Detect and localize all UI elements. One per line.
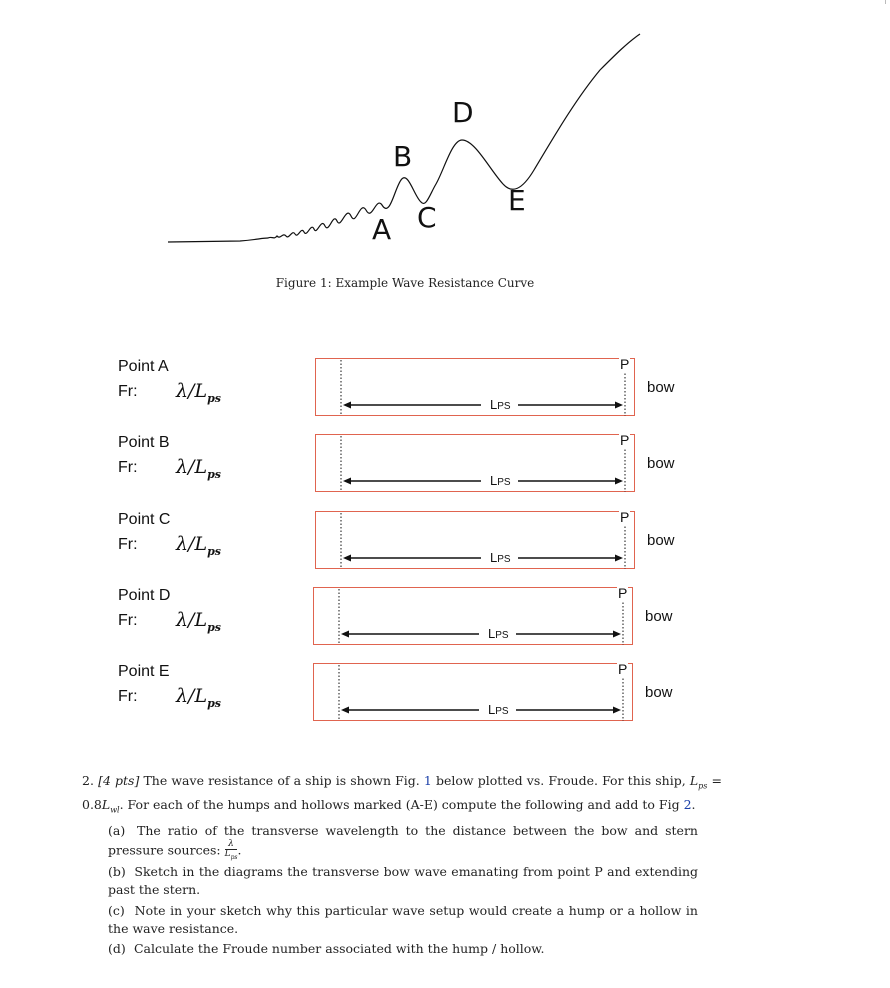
item-text: The ratio of the transverse wavelength to the distance between the bow and stern pressure sources: bbox=[108, 823, 698, 858]
item-tail: . bbox=[237, 842, 242, 858]
pressure-point-p: P bbox=[620, 432, 630, 448]
lambda-over-lps-fraction bbox=[225, 840, 238, 862]
froude-label: Fr: bbox=[118, 536, 138, 553]
lps-arrowhead-right bbox=[613, 631, 621, 638]
froude-label: Fr: bbox=[118, 688, 138, 705]
lps-label-sub: PS bbox=[495, 706, 509, 717]
item-label: (a) bbox=[108, 823, 126, 838]
lps-symbol-sub: ps bbox=[698, 781, 708, 791]
pressure-point-p: P bbox=[620, 509, 630, 525]
fraction-denominator-sub: ps bbox=[230, 853, 238, 861]
lambda-over-lps bbox=[176, 456, 221, 481]
lambda-expr-sub: ps bbox=[207, 467, 221, 481]
bow-label: bow bbox=[645, 608, 673, 625]
ship-diagram-lines bbox=[313, 585, 643, 649]
lps-label-sub: PS bbox=[497, 477, 511, 488]
ship-diagram-lines bbox=[315, 432, 645, 496]
question-item-b bbox=[108, 863, 698, 899]
lps-label bbox=[490, 397, 511, 412]
froude-label: Fr: bbox=[118, 459, 138, 476]
lps-label bbox=[488, 702, 509, 717]
item-label: (d) bbox=[108, 941, 126, 956]
lps-label-main: L bbox=[490, 473, 498, 488]
lambda-over-lps bbox=[176, 380, 221, 405]
lps-label-main: L bbox=[490, 397, 498, 412]
lps-arrowhead-right bbox=[613, 707, 621, 714]
lps-label-sub: PS bbox=[497, 401, 511, 412]
curve-letter-a: A bbox=[372, 213, 392, 246]
wave-resistance-curve bbox=[0, 0, 890, 300]
pressure-point-p: P bbox=[618, 661, 628, 677]
pressure-point-p: P bbox=[620, 356, 630, 372]
lps-arrowhead-right bbox=[615, 478, 623, 485]
froude-label: Fr: bbox=[118, 383, 138, 400]
point-label: Point A bbox=[118, 358, 169, 375]
lps-arrowhead-left bbox=[343, 555, 351, 562]
item-text: Calculate the Froude number associated with the hump / hollow. bbox=[133, 941, 545, 956]
lps-label bbox=[490, 550, 511, 565]
question-item-c bbox=[108, 902, 698, 938]
lps-arrowhead-left bbox=[341, 707, 349, 714]
curve-letter-d: D bbox=[452, 96, 474, 129]
lps-arrowhead-right bbox=[615, 555, 623, 562]
ship-diagram-lines bbox=[315, 356, 645, 420]
lambda-expr-main: λ/L bbox=[176, 456, 208, 478]
figure-1-ref-link[interactable]: 1 bbox=[423, 773, 432, 788]
question-2 bbox=[82, 772, 722, 819]
item-label: (b) bbox=[108, 864, 126, 879]
lambda-expr-main: λ/L bbox=[176, 609, 208, 631]
question-text-5: . bbox=[691, 796, 696, 812]
lwl-symbol: L bbox=[101, 796, 111, 812]
item-text: Sketch in the diagrams the transverse bow wave emanating from point P and extending past the stern. bbox=[108, 864, 698, 897]
bow-label: bow bbox=[647, 532, 675, 549]
lps-arrowhead-right bbox=[615, 402, 623, 409]
fraction-numerator: λ bbox=[225, 840, 238, 850]
curve-letter-b: B bbox=[393, 140, 413, 173]
point-label: Point B bbox=[118, 434, 170, 451]
question-text-4: . For each of the humps and hollows marked (A-E) compute the following and add to Fig bbox=[119, 796, 680, 812]
lps-arrowhead-left bbox=[341, 631, 349, 638]
lambda-over-lps bbox=[176, 533, 221, 558]
item-label: (c) bbox=[108, 903, 125, 918]
lps-label-main: L bbox=[488, 702, 496, 717]
figure1-caption: Figure 1: Example Wave Resistance Curve bbox=[275, 276, 535, 290]
bow-label: bow bbox=[647, 455, 675, 472]
pressure-point-p: P bbox=[618, 585, 628, 601]
lps-label-sub: PS bbox=[497, 554, 511, 565]
figure-2-ref-link[interactable]: 2 bbox=[683, 796, 692, 812]
curve-letter-e: E bbox=[508, 184, 526, 217]
curve-letter-c: C bbox=[417, 201, 437, 234]
froude-label: Fr: bbox=[118, 612, 138, 629]
ship-diagram-lines bbox=[313, 661, 643, 725]
question-points: [4 pts] bbox=[98, 773, 140, 788]
ship-diagram-lines bbox=[315, 509, 645, 573]
lambda-expr-sub: ps bbox=[207, 696, 221, 710]
lps-label bbox=[488, 626, 509, 641]
lps-symbol: L bbox=[689, 773, 699, 788]
lps-label-main: L bbox=[490, 550, 498, 565]
bow-label: bow bbox=[647, 379, 675, 396]
bow-label: bow bbox=[645, 684, 673, 701]
lambda-expr-sub: ps bbox=[207, 391, 221, 405]
lps-arrowhead-left bbox=[343, 402, 351, 409]
lambda-expr-main: λ/L bbox=[176, 685, 208, 707]
lambda-over-lps bbox=[176, 685, 221, 710]
lambda-expr-sub: ps bbox=[207, 544, 221, 558]
lwl-symbol-sub: wl bbox=[110, 805, 120, 814]
question-item-d bbox=[108, 940, 698, 958]
resistance-curve-line bbox=[168, 34, 640, 246]
lambda-expr-main: λ/L bbox=[176, 380, 208, 402]
question-text-1: The wave resistance of a ship is shown Fig. bbox=[143, 773, 420, 788]
point-label: Point E bbox=[118, 663, 170, 680]
lps-arrowhead-left bbox=[343, 478, 351, 485]
lps-label bbox=[490, 473, 511, 488]
question-item-a bbox=[108, 822, 698, 862]
point-label: Point D bbox=[118, 587, 171, 604]
question-text-2: below plotted vs. Froude. For this ship, bbox=[435, 773, 686, 788]
lambda-expr-main: λ/L bbox=[176, 533, 208, 555]
fraction-denominator: L bbox=[224, 849, 231, 859]
question-text-3: = 0.8 bbox=[82, 773, 722, 812]
question-number: 2. bbox=[82, 773, 94, 788]
lambda-expr-sub: ps bbox=[207, 620, 221, 634]
item-text: Note in your sketch why this particular wave setup would create a hump or a hollow in the wave resistance. bbox=[108, 903, 698, 936]
lps-label-sub: PS bbox=[495, 630, 509, 641]
lambda-over-lps bbox=[176, 609, 221, 634]
lps-label-main: L bbox=[488, 626, 496, 641]
point-label: Point C bbox=[118, 511, 171, 528]
